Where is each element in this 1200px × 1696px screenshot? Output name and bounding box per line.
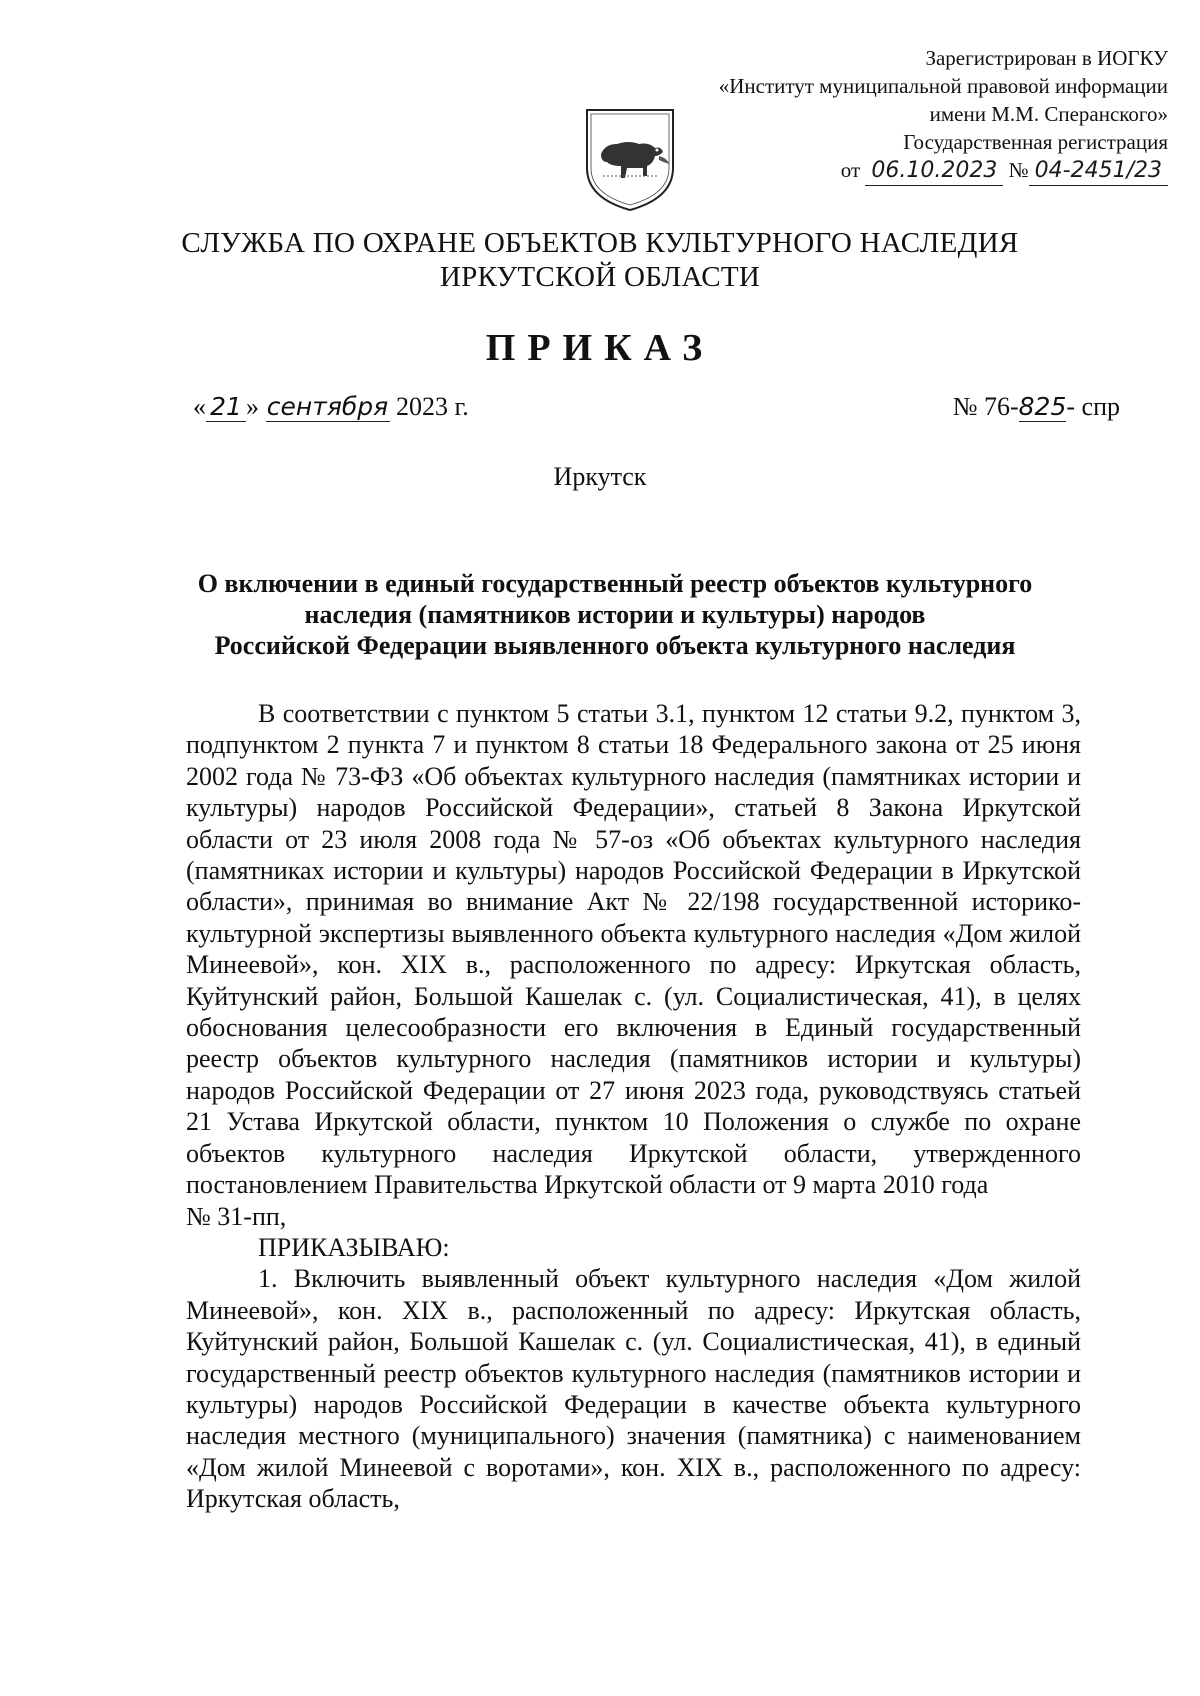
registration-line-4: Государственная регистрация — [903, 130, 1168, 154]
subject-line-3: Российской Федерации выявленного объекта культурного наследия — [214, 631, 1016, 660]
subject-line-1: О включении в единый государственный реестр объектов культурного — [197, 569, 1033, 598]
document-type-title: ПРИКАЗ — [485, 327, 715, 369]
agency-line-2: ИРКУТСКОЙ ОБЛАСТИ — [439, 261, 761, 293]
city: Иркутск — [553, 462, 647, 491]
registration-line-3: имени М.М. Сперанского» — [929, 102, 1168, 126]
order-year: 2023 г. — [396, 392, 469, 421]
agency-line-1: СЛУЖБА ПО ОХРАНЕ ОБЪЕКТОВ КУЛЬТУРНОГО НАСЛЕДИЯ — [181, 227, 1019, 259]
agency-name — [0, 226, 1200, 294]
registration-number: 04-2451/23 — [1029, 157, 1168, 186]
registration-line-2: «Институт муниципальной правовой информации — [718, 74, 1168, 98]
order-date — [193, 392, 469, 422]
order-subject — [150, 568, 1080, 661]
registration-date-number — [608, 156, 1168, 186]
preamble-paragraph: В соответствии с пунктом 5 статьи 3.1, пунктом 12 статьи 9.2, пунктом 3, подпунктом 2 пункта 7 и пунктом 8 статьи 18 Федерального закона от 25 июня 2002 года № 73-ФЗ «Об объектах культурного наследия (памятниках истории и культуры) народов Российской Федерации», статьей 8 Закона Иркутской области от 23 июля 2008 года № 57-оз «Об объектах культурного наследия (памятниках истории и культуры) народов Российской Федерации в Иркутской области», принимая во внимание Акт № 22/198 государственной историко-культурной экспертизы выявленного объекта культурного наследия «Дом жилой Минеевой», кон. XIX в., расположенного по адресу: Иркутская область, Куйтунский район, Большой Кашелак с. (ул. Социалистическая, 41), в целях обоснования целесообразности его включения в Единый государственный реестр объектов культурного наследия (памятников истории и культуры) народов Российской Федерации от 27 июня 2023 года, руководствуясь статьей 21 Устава Иркутской области, пунктом 10 Положения о службе по охране объектов культурного наследия Иркутской области, утвержденного постановлением Правительства Иркутской области от 9 марта 2010 года — [186, 699, 1081, 1200]
irkutsk-coat-of-arms-icon — [583, 106, 677, 214]
subject-line-2: наследия (памятников истории и культуры) народов — [304, 600, 926, 629]
order-number-suffix: - спр — [1066, 392, 1120, 421]
registration-date: 06.10.2023 — [865, 157, 1003, 186]
order-number-prefix: № 76- — [952, 392, 1019, 421]
registration-number-label: № — [1008, 158, 1029, 182]
registration-from-label: от — [840, 158, 861, 182]
order-body — [186, 698, 1081, 1515]
date-close-quote: » — [246, 392, 259, 421]
order-month: сентября — [266, 392, 389, 421]
order-number-value: 825 — [1018, 392, 1067, 421]
order-word: ПРИКАЗЫВАЮ: — [258, 1232, 450, 1262]
order-number — [953, 392, 1120, 422]
order-item-1: 1. Включить выявленный объект культурного наследия «Дом жилой Минеевой», кон. XIX в., расположенный по адресу: Иркутская область, Куйтунский район, Большой Кашелак с. (ул. Социалистическая, 41), в единый государственный реестр объектов культурного наследия (памятников истории и культуры) народов Российской Федерации в качестве объекта культурного наследия местного (муниципального) значения (памятника) с наименованием «Дом жилой Минеевой с воротами», кон. XIX в., расположенного по адресу: Иркутская область, — [186, 1264, 1081, 1514]
preamble-end: № 31-пп, — [186, 1201, 287, 1231]
order-day: 21 — [206, 392, 246, 422]
date-open-quote: « — [193, 392, 206, 421]
registration-line-1: Зарегистрирован в ИОГКУ — [925, 46, 1168, 70]
registration-stamp — [608, 44, 1168, 186]
